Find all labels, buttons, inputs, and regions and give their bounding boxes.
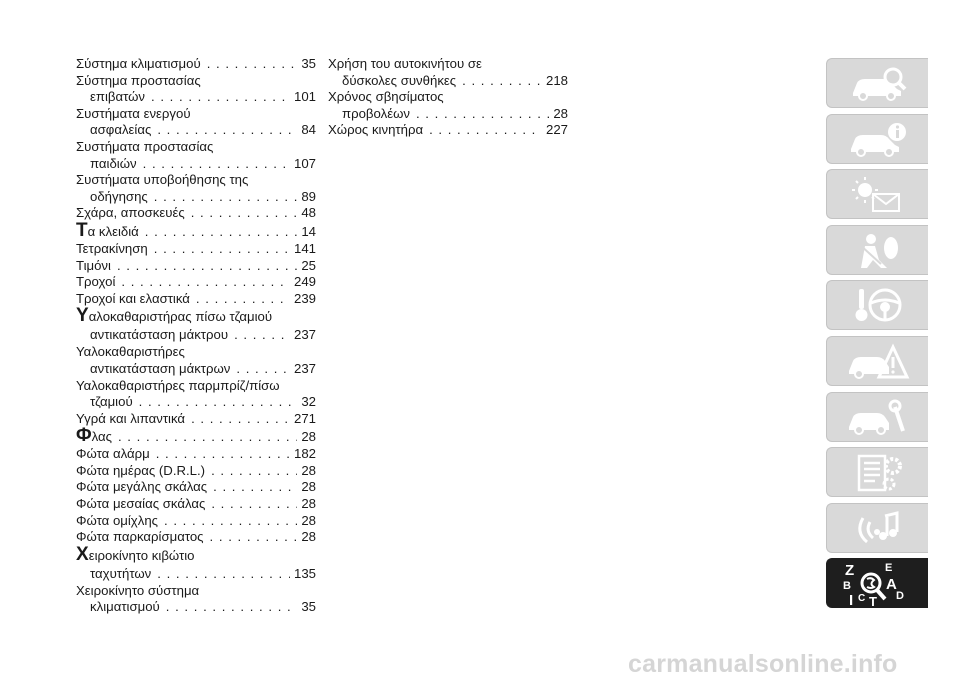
page-number[interactable]: 227 (545, 122, 568, 138)
index-entry (76, 378, 316, 411)
tab-safety[interactable] (826, 225, 928, 275)
index-letter: I (849, 592, 854, 608)
index-entry-text: δύσκολες συνθήκες (342, 72, 457, 88)
index-entry (76, 56, 316, 73)
index-entry-text: παιδιών (90, 155, 137, 171)
index-letter: C (858, 593, 866, 605)
index-entry (76, 241, 316, 258)
page-number[interactable]: 28 (301, 429, 316, 445)
page-number[interactable]: 35 (301, 56, 316, 71)
index-entry-text: Χώρος κινητήρα (328, 122, 424, 138)
dot-leader (416, 106, 549, 123)
index-entry-heading-text: ειροκίνητο κιβώτιο (88, 547, 195, 563)
index-entry-text: ασφαλείας (90, 122, 152, 138)
page-number[interactable]: 107 (293, 155, 316, 171)
page-number[interactable]: 25 (301, 257, 316, 273)
dot-leader (191, 411, 290, 428)
index-letter: B (843, 580, 851, 593)
index-entry-heading-text: Σύστημα προστασίας (76, 72, 201, 88)
index-entry-heading (76, 378, 316, 395)
index-entry-heading-text: Χρόνος σβησίματος (328, 89, 444, 105)
index-entry-heading (76, 305, 316, 327)
index-entry-text: Φώτα μεγάλης σκάλας (76, 479, 208, 495)
index-entry (76, 425, 316, 447)
dot-leader (211, 496, 297, 513)
index-entry-text: ταχυτήτων (90, 565, 152, 581)
car-warning-triangle-icon (845, 341, 911, 383)
index-entry-text: Φώτα αλάρμ (76, 446, 150, 462)
dot-leader (210, 529, 298, 546)
index-letter: A (886, 576, 897, 594)
index-entry (328, 56, 568, 89)
page-number[interactable]: 249 (293, 274, 316, 290)
dot-leader (118, 428, 297, 446)
index-entry-heading (328, 89, 568, 106)
dot-leader (156, 446, 290, 463)
index-entry-heading-text: Χρήση του αυτοκινήτου σε (328, 56, 482, 71)
index-entry (76, 172, 316, 205)
index-letter: T (869, 594, 877, 608)
car-wrench-icon (845, 397, 911, 439)
dot-leader (151, 89, 290, 106)
dot-leader (143, 156, 290, 173)
page-number[interactable]: 101 (293, 89, 316, 105)
page-number[interactable]: 28 (301, 529, 316, 545)
index-entry-heading (76, 106, 316, 123)
page-number[interactable]: 271 (293, 410, 316, 426)
index-entry (76, 344, 316, 377)
index-letter: Z (845, 562, 855, 580)
index-entry (76, 583, 316, 616)
page-number[interactable]: 48 (301, 205, 316, 221)
dot-leader (191, 205, 298, 222)
index-entry (76, 411, 316, 428)
dot-leader (164, 513, 297, 530)
dot-leader (145, 223, 298, 241)
page-number[interactable]: 28 (553, 105, 568, 121)
watermark: carmanualsonline.info (628, 650, 898, 678)
index-entry-heading-text: Συστήματα υποβοήθησης της (76, 172, 249, 188)
page-number[interactable]: 28 (301, 512, 316, 528)
index-entry-text: επιβατών (90, 89, 146, 105)
index-entry (76, 513, 316, 530)
page-number[interactable]: 84 (301, 122, 316, 138)
dot-leader (121, 274, 290, 291)
index-entry-text: Τροχοί (76, 274, 116, 290)
dot-leader (196, 291, 290, 308)
key-steering-wheel-icon (845, 285, 911, 327)
index-entry-text: Φώτα ημέρας (D.R.L.) (76, 462, 206, 478)
index-entry-heading (76, 583, 316, 600)
page-number[interactable]: 237 (293, 327, 316, 343)
section-initial-letter: Χ (76, 543, 89, 565)
index-entry (76, 274, 316, 291)
index-entry-text: Τετρακίνηση (76, 240, 148, 256)
index-entry-heading (76, 172, 316, 189)
index-entry-heading-text: Συστήματα προστασίας (76, 138, 214, 154)
dot-leader (213, 479, 297, 496)
page-number[interactable]: 35 (301, 599, 316, 615)
page-number[interactable]: 218 (545, 72, 568, 88)
index-entry (76, 205, 316, 222)
index-entry-text: Φώτα μεσαίας σκάλας (76, 496, 206, 512)
tab-emergency[interactable] (826, 336, 928, 386)
section-initial-letter: Υ (76, 305, 89, 327)
index-entry-text: Σύστημα κλιματισμού (76, 56, 201, 71)
index-entry-text: κλιματισμού (90, 599, 160, 615)
index-entry (328, 89, 568, 122)
index-entry-text: α κλειδιά (87, 223, 139, 239)
spec-sheet-gear-icon (845, 452, 911, 494)
dot-leader (429, 122, 542, 139)
dot-leader (234, 326, 290, 344)
car-info-icon (845, 119, 911, 161)
page-number[interactable]: 28 (301, 479, 316, 495)
index-entry-text: Σχάρα, αποσκευές (76, 205, 185, 221)
index-entry-text: Υγρά και λιπαντικά (76, 410, 186, 426)
page-number[interactable]: 28 (301, 496, 316, 512)
index-entry (76, 106, 316, 139)
index-entry-text: λας (91, 429, 112, 445)
index-entry-heading-text: Χειροκίνητο σύστημα (76, 582, 200, 598)
index-entry (328, 122, 568, 139)
index-entry (76, 139, 316, 172)
dot-leader (139, 394, 298, 411)
page-number[interactable]: 182 (293, 446, 316, 462)
page-number[interactable]: 135 (293, 565, 316, 581)
index-entry (76, 219, 316, 241)
index-entry-text: οδήγησης (90, 188, 148, 204)
tab-warning-lights[interactable] (826, 169, 928, 219)
index-entry-heading (328, 56, 568, 73)
car-search-icon (845, 63, 911, 105)
index-entry-heading-text: αλοκαθαριστήρας πίσω τζαμιού (88, 309, 273, 325)
index-entry (76, 73, 316, 106)
alphabetical-index-icon (841, 561, 911, 607)
index-left-column (76, 56, 316, 616)
page-number[interactable]: 237 (293, 360, 316, 376)
tab-starting-driving[interactable] (826, 280, 928, 330)
index-entry-text: προβολέων (342, 105, 410, 121)
dot-leader (157, 122, 297, 139)
index-right-column (328, 56, 568, 139)
dot-leader (154, 189, 298, 206)
index-letter: E (885, 562, 893, 575)
page-number[interactable]: 239 (293, 290, 316, 306)
dot-leader (236, 361, 290, 378)
index-entry-text: αντικατάσταση μάκτρου (90, 327, 229, 343)
section-initial-letter: Φ (76, 425, 92, 447)
index-entry-heading-text: Υαλοκαθαριστήρες παρμπρίζ/πίσω (76, 377, 280, 393)
index-entry-text: Τροχοί και ελαστικά (76, 290, 190, 306)
tab-multimedia[interactable] (826, 503, 928, 553)
index-entry (76, 446, 316, 463)
index-letter: D (896, 590, 904, 603)
dot-leader (117, 258, 297, 275)
index-entry-heading (76, 344, 316, 361)
tab-maintenance[interactable] (826, 392, 928, 442)
tab-car-info[interactable] (826, 114, 928, 164)
section-initial-letter: Τ (76, 219, 88, 241)
index-entry-heading (76, 73, 316, 90)
index-entry (76, 496, 316, 513)
multimedia-note-icon (845, 508, 911, 550)
page-number[interactable]: 32 (301, 394, 316, 410)
page-number[interactable]: 141 (293, 240, 316, 256)
index-entry-text: αντικατάσταση μάκτρων (90, 360, 231, 376)
index-entry (76, 463, 316, 480)
index-entry-heading (76, 139, 316, 156)
airbag-person-icon (845, 230, 911, 272)
index-entry-text: Φώτα παρκαρίσματος (76, 529, 204, 545)
tab-alphabetical-index[interactable] (826, 558, 928, 608)
chapter-tab-bar (826, 58, 928, 614)
dot-leader (462, 73, 542, 90)
index-entry (76, 258, 316, 275)
index-entry-heading-text: Συστήματα ενεργού (76, 105, 191, 121)
index-entry (76, 479, 316, 496)
dot-leader (211, 463, 297, 480)
page-number[interactable]: 28 (301, 462, 316, 478)
index-entry (76, 529, 316, 546)
index-entry (76, 543, 316, 583)
tab-car-search[interactable] (826, 58, 928, 108)
index-entry-heading-text: Υαλοκαθαριστήρες (76, 344, 185, 360)
page-number[interactable]: 14 (301, 223, 316, 239)
dot-leader (207, 56, 298, 73)
dot-leader (157, 565, 290, 583)
index-entry-text: Φώτα ομίχλης (76, 512, 159, 528)
dot-leader (154, 241, 290, 258)
index-entry-heading (76, 543, 316, 565)
index-entry (76, 291, 316, 308)
index-entry-text: Τιμόνι (76, 257, 111, 273)
dot-leader (166, 599, 298, 616)
index-entry (76, 305, 316, 344)
index-entry-text: τζαμιού (90, 394, 133, 410)
page-number[interactable]: 89 (301, 188, 316, 204)
tab-technical-specs[interactable] (826, 447, 928, 497)
warning-light-envelope-icon (845, 174, 911, 216)
